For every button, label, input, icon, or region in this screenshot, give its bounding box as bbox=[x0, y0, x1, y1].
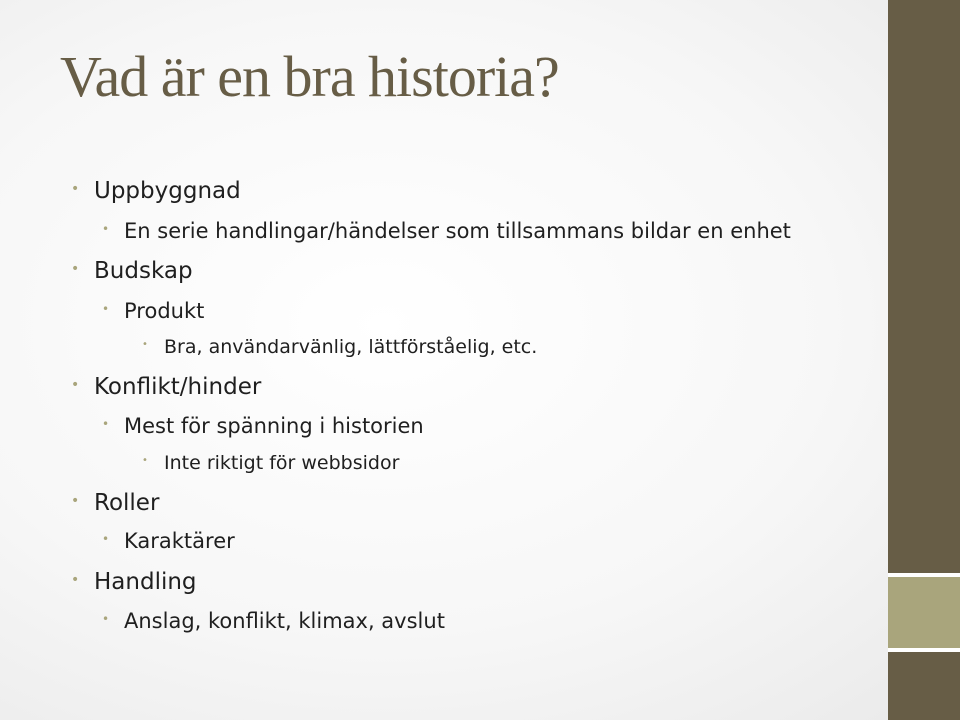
bullet-item bbox=[102, 299, 205, 323]
bullet-item bbox=[71, 374, 262, 400]
bullet-text: Produkt bbox=[124, 299, 205, 323]
slide-side-band bbox=[888, 0, 960, 720]
bullet-dot-icon: • bbox=[142, 455, 148, 466]
bullet-dot-icon: • bbox=[102, 222, 110, 236]
bullet-text: En serie handlingar/händelser som tillsammans bildar en enhet bbox=[124, 219, 791, 243]
bullet-text: Bra, användarvänlig, lättförståelig, etc. bbox=[164, 336, 538, 358]
bullet-text: Roller bbox=[94, 490, 160, 516]
bullet-item bbox=[102, 219, 791, 243]
side-band-divider bbox=[888, 648, 960, 652]
bullet-dot-icon: • bbox=[71, 493, 80, 509]
bullet-item bbox=[142, 336, 538, 358]
bullet-dot-icon: • bbox=[71, 572, 80, 588]
bullet-dot-icon: • bbox=[102, 532, 110, 546]
bullet-item bbox=[102, 414, 424, 438]
bullet-item bbox=[71, 178, 241, 204]
bullet-item bbox=[71, 490, 160, 516]
slide-title: Vad är en bra historia? bbox=[60, 44, 559, 109]
bullet-text: Uppbyggnad bbox=[94, 178, 241, 204]
bullet-dot-icon: • bbox=[71, 261, 80, 277]
bullet-text: Anslag, konflikt, klimax, avslut bbox=[124, 609, 445, 633]
bullet-dot-icon: • bbox=[71, 377, 80, 393]
bullet-item bbox=[71, 569, 197, 595]
bullet-text: Budskap bbox=[94, 258, 193, 284]
bullet-text: Konflikt/hinder bbox=[94, 374, 262, 400]
bullet-item bbox=[142, 452, 400, 474]
bullet-item bbox=[71, 258, 193, 284]
bullet-item bbox=[102, 609, 445, 633]
side-band-accent bbox=[888, 577, 960, 648]
bullet-dot-icon: • bbox=[102, 612, 110, 626]
bullet-dot-icon: • bbox=[71, 181, 80, 197]
bullet-dot-icon: • bbox=[102, 302, 110, 316]
bullet-text: Karaktärer bbox=[124, 529, 235, 553]
bullet-text: Inte riktigt för webbsidor bbox=[164, 452, 400, 474]
bullet-item bbox=[102, 529, 235, 553]
bullet-text: Mest för spänning i historien bbox=[124, 414, 424, 438]
bullet-dot-icon: • bbox=[102, 417, 110, 431]
bullet-dot-icon: • bbox=[142, 339, 148, 350]
bullet-text: Handling bbox=[94, 569, 197, 595]
